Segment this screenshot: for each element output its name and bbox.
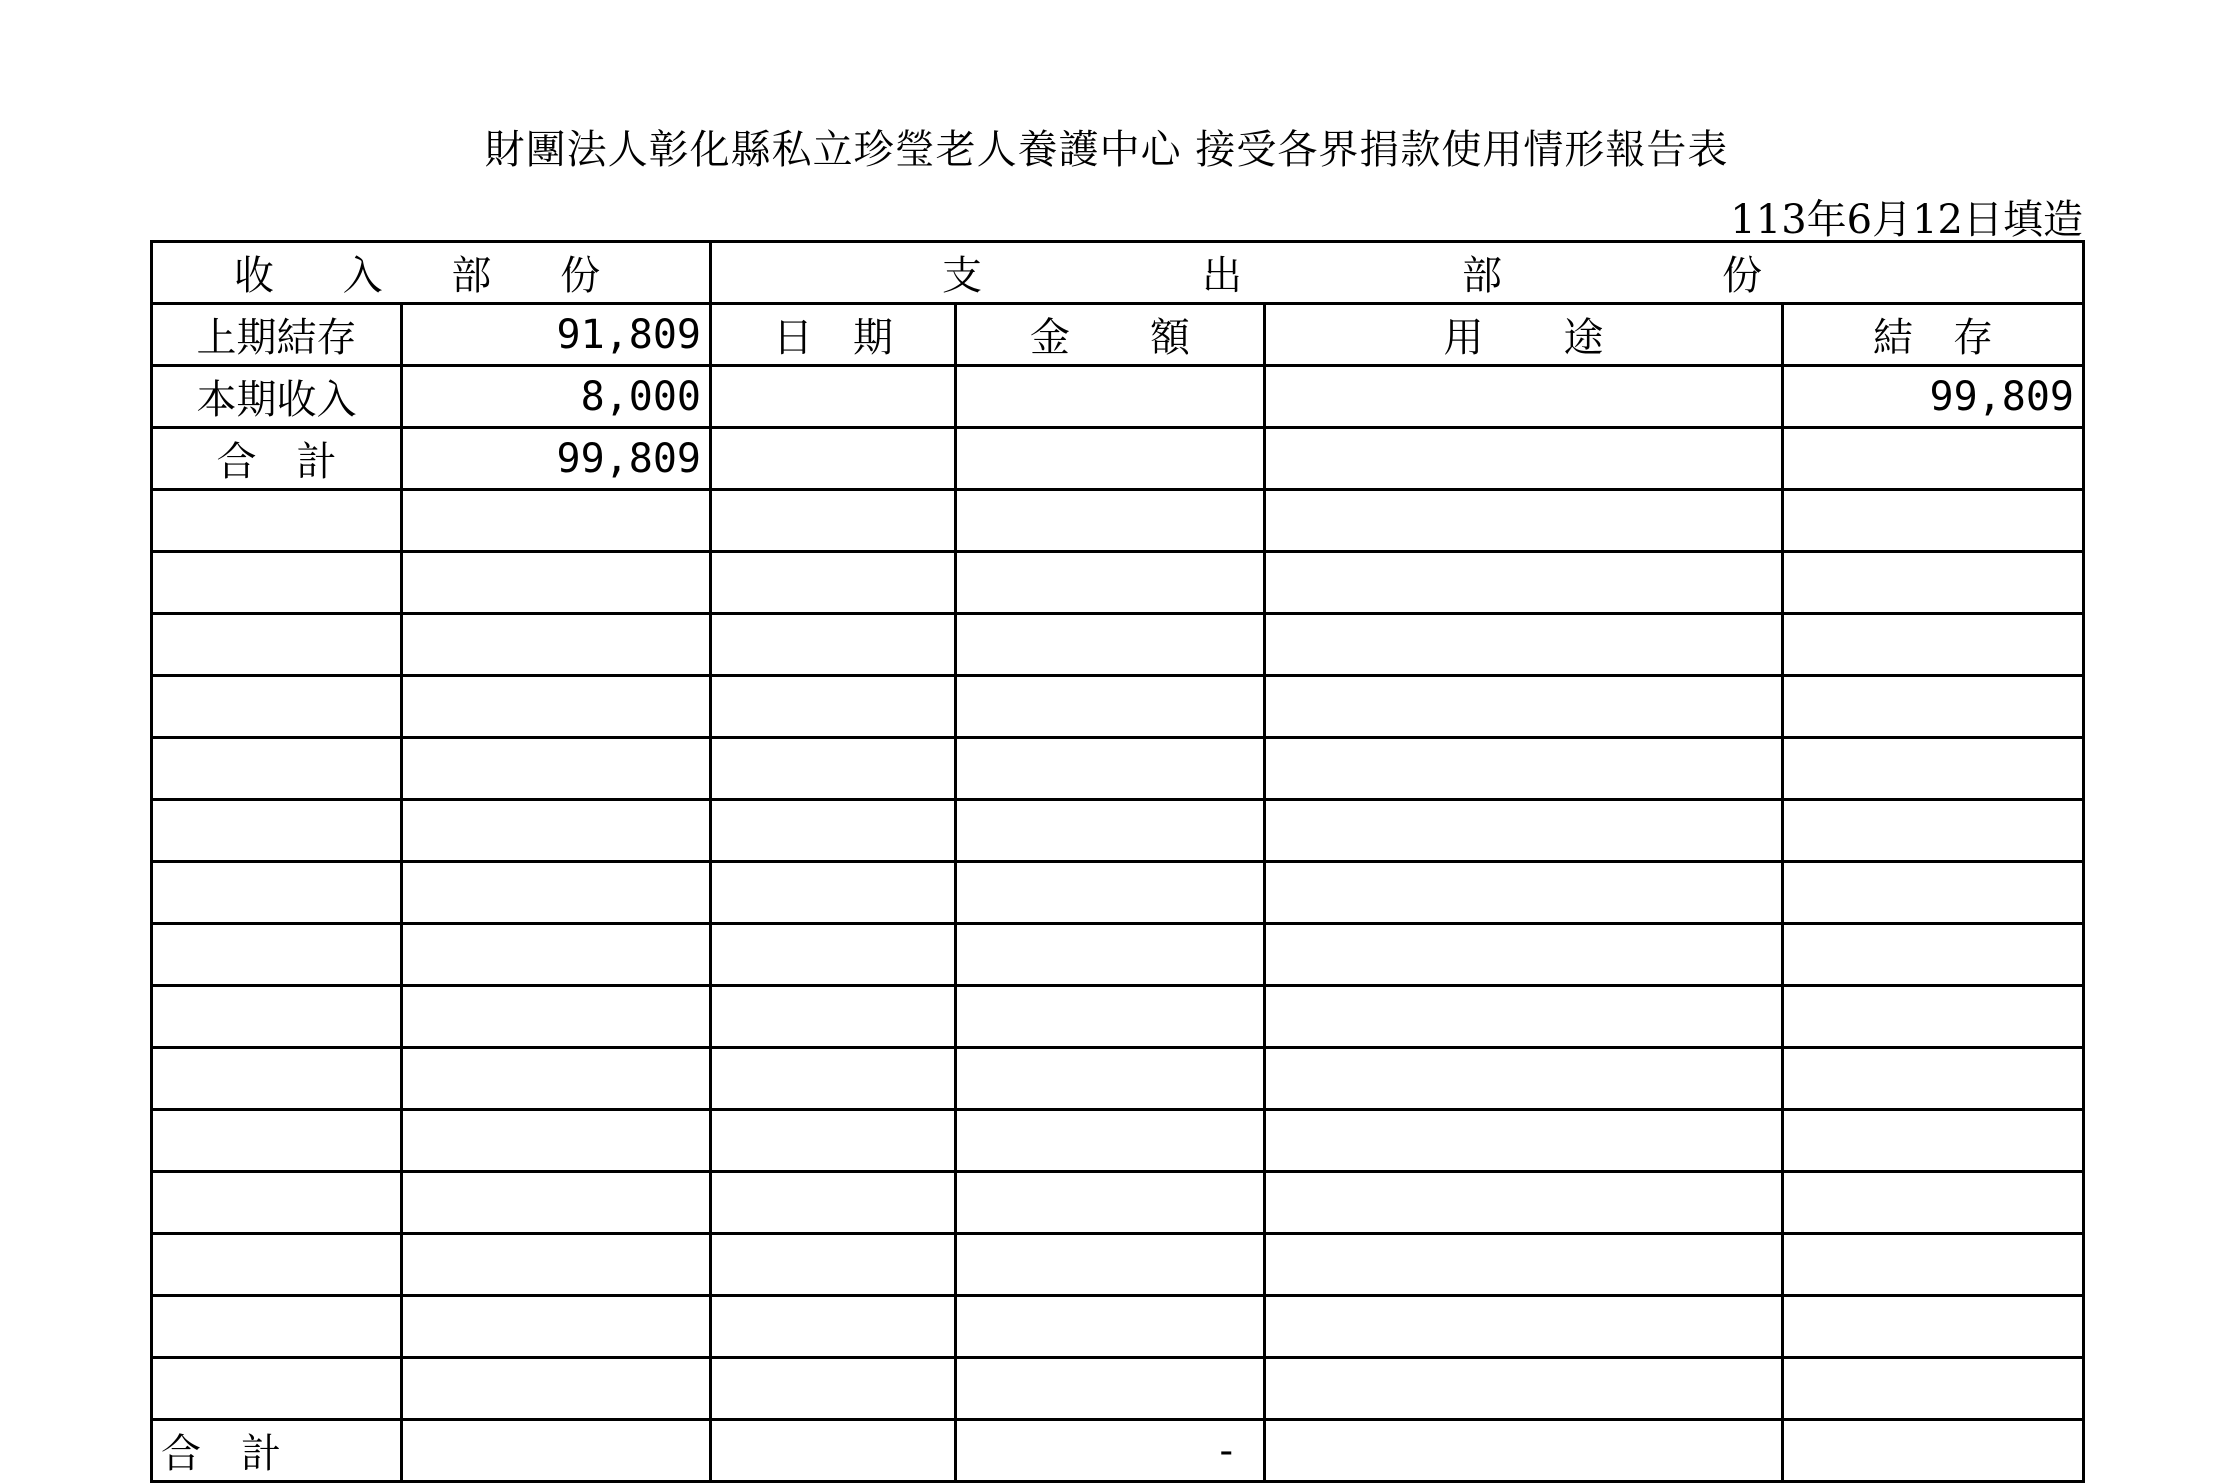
empty-cell xyxy=(1783,862,2084,924)
empty-cell xyxy=(1265,862,1783,924)
empty-cell xyxy=(152,1234,402,1296)
income-amount: 99,809 xyxy=(402,428,711,490)
empty-cell xyxy=(711,552,956,614)
empty-cell xyxy=(711,1234,956,1296)
empty-cell xyxy=(956,552,1265,614)
report-title: 財團法人彰化縣私立珍瑩老人養護中心 接受各界捐款使用情形報告表 xyxy=(484,127,1729,173)
empty-cell xyxy=(402,614,711,676)
empty-cell xyxy=(711,490,956,552)
income-section-header: 收 入 部 份 xyxy=(152,242,711,304)
empty-cell xyxy=(152,924,402,986)
empty-cell xyxy=(956,1172,1265,1234)
expense-date-header: 日 期 xyxy=(711,304,956,366)
empty-cell xyxy=(1783,1234,2084,1296)
income-amount: 91,809 xyxy=(402,304,711,366)
empty-cell xyxy=(1265,1358,1783,1420)
empty-cell xyxy=(956,800,1265,862)
empty-cell xyxy=(152,490,402,552)
empty-cell xyxy=(1265,738,1783,800)
empty-cell xyxy=(1265,1234,1783,1296)
empty-row xyxy=(152,1296,2084,1358)
empty-cell xyxy=(1265,1110,1783,1172)
empty-cell xyxy=(956,1296,1265,1358)
empty-cell xyxy=(402,490,711,552)
empty-row xyxy=(152,490,2084,552)
empty-cell xyxy=(1783,552,2084,614)
empty-cell xyxy=(956,1358,1265,1420)
empty-cell xyxy=(711,614,956,676)
empty-row xyxy=(152,1358,2084,1420)
empty-cell xyxy=(956,924,1265,986)
empty-cell xyxy=(402,800,711,862)
empty-cell xyxy=(1265,552,1783,614)
empty-cell xyxy=(1783,1296,2084,1358)
income-label: 合 計 xyxy=(152,428,402,490)
empty-cell xyxy=(1783,1172,2084,1234)
empty-cell xyxy=(711,676,956,738)
donation-report-table xyxy=(150,240,2085,1483)
empty-cell xyxy=(711,1048,956,1110)
empty-cell xyxy=(152,862,402,924)
empty-row xyxy=(152,1172,2084,1234)
empty-cell xyxy=(402,862,711,924)
empty-cell xyxy=(711,986,956,1048)
empty-cell xyxy=(402,1110,711,1172)
empty-cell xyxy=(711,1296,956,1358)
empty-cell xyxy=(1265,428,1783,490)
empty-cell xyxy=(1265,924,1783,986)
empty-cell xyxy=(1783,1358,2084,1420)
empty-cell xyxy=(402,1296,711,1358)
empty-cell xyxy=(152,1296,402,1358)
empty-cell xyxy=(402,552,711,614)
empty-cell xyxy=(1265,490,1783,552)
empty-cell xyxy=(1783,986,2084,1048)
empty-row xyxy=(152,676,2084,738)
expense-total: - xyxy=(956,1420,1265,1482)
empty-cell xyxy=(1265,986,1783,1048)
expense-purpose-header: 用 途 xyxy=(1265,304,1783,366)
empty-cell xyxy=(402,1234,711,1296)
empty-row xyxy=(152,1110,2084,1172)
empty-cell xyxy=(152,986,402,1048)
empty-cell xyxy=(402,1172,711,1234)
empty-cell xyxy=(956,1048,1265,1110)
empty-cell xyxy=(956,986,1265,1048)
empty-cell xyxy=(402,986,711,1048)
expense-amount-header: 金 額 xyxy=(956,304,1265,366)
empty-cell xyxy=(402,924,711,986)
empty-cell xyxy=(152,1048,402,1110)
empty-cell xyxy=(152,1358,402,1420)
empty-cell xyxy=(152,552,402,614)
empty-cell xyxy=(956,490,1265,552)
total-label: 合 計 xyxy=(152,1420,402,1482)
empty-cell xyxy=(711,1358,956,1420)
empty-cell xyxy=(1783,1048,2084,1110)
income-label: 上期結存 xyxy=(152,304,402,366)
empty-cell xyxy=(152,800,402,862)
section-header-row xyxy=(152,242,2084,304)
empty-cell xyxy=(402,1048,711,1110)
empty-cell xyxy=(402,1358,711,1420)
empty-row xyxy=(152,1048,2084,1110)
empty-cell xyxy=(711,428,956,490)
empty-row xyxy=(152,986,2084,1048)
empty-cell xyxy=(1783,428,2084,490)
empty-cell xyxy=(956,676,1265,738)
empty-cell xyxy=(711,1172,956,1234)
empty-row xyxy=(152,800,2084,862)
empty-cell xyxy=(1783,738,2084,800)
empty-cell xyxy=(711,738,956,800)
table-row xyxy=(152,366,2084,428)
empty-row xyxy=(152,862,2084,924)
empty-cell xyxy=(1265,1172,1783,1234)
empty-cell xyxy=(152,614,402,676)
income-amount: 8,000 xyxy=(402,366,711,428)
empty-cell xyxy=(402,676,711,738)
empty-row xyxy=(152,924,2084,986)
expense-purpose xyxy=(1265,366,1783,428)
empty-row xyxy=(152,738,2084,800)
empty-cell xyxy=(956,738,1265,800)
income-label: 本期收入 xyxy=(152,366,402,428)
expense-amount xyxy=(956,366,1265,428)
empty-row xyxy=(152,552,2084,614)
empty-cell xyxy=(1783,800,2084,862)
empty-cell xyxy=(956,614,1265,676)
empty-row xyxy=(152,614,2084,676)
expense-date xyxy=(711,366,956,428)
empty-cell xyxy=(956,1234,1265,1296)
table-row xyxy=(152,304,2084,366)
empty-cell xyxy=(1265,1048,1783,1110)
empty-cell xyxy=(1783,924,2084,986)
empty-cell xyxy=(1783,614,2084,676)
empty-cell xyxy=(152,738,402,800)
empty-cell xyxy=(1783,490,2084,552)
empty-cell xyxy=(1265,800,1783,862)
empty-cell xyxy=(1265,1296,1783,1358)
empty-cell xyxy=(711,924,956,986)
empty-cell xyxy=(1265,614,1783,676)
empty-cell xyxy=(1265,676,1783,738)
empty-cell xyxy=(711,862,956,924)
empty-cell xyxy=(956,862,1265,924)
empty-row xyxy=(152,1234,2084,1296)
empty-cell xyxy=(711,1110,956,1172)
expense-balance: 99,809 xyxy=(1783,366,2084,428)
fill-date: 113年6月12日填造 xyxy=(1730,197,2083,243)
empty-cell xyxy=(1783,676,2084,738)
expense-balance-header: 結 存 xyxy=(1783,304,2084,366)
empty-cell xyxy=(956,1110,1265,1172)
empty-cell xyxy=(152,1172,402,1234)
table-row xyxy=(152,428,2084,490)
empty-cell xyxy=(1783,1110,2084,1172)
empty-cell xyxy=(152,676,402,738)
empty-cell xyxy=(956,428,1265,490)
empty-cell xyxy=(711,800,956,862)
expense-section-header: 支 出 部 份 xyxy=(711,242,2084,304)
empty-cell xyxy=(152,1110,402,1172)
empty-cell xyxy=(402,738,711,800)
